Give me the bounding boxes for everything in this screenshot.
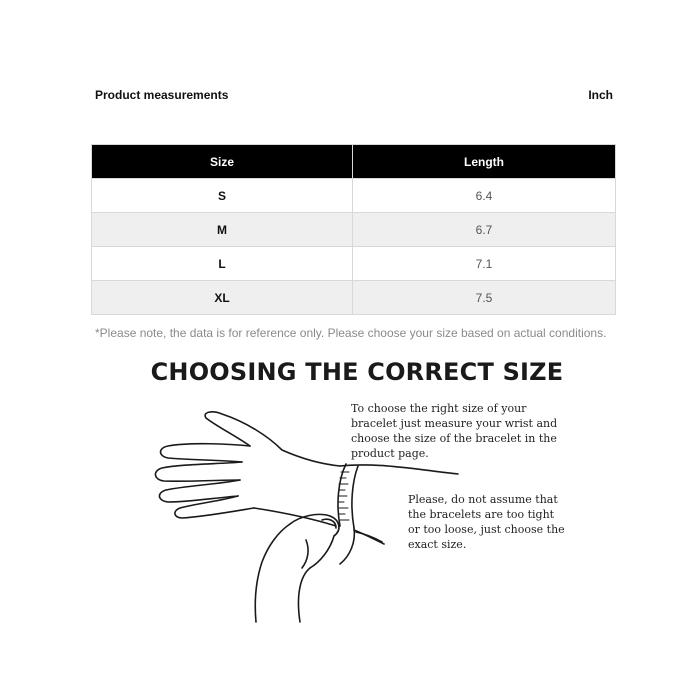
tape-tail: [354, 530, 384, 544]
column-header-size: Size: [92, 145, 353, 179]
table-header-row: [92, 145, 616, 179]
guide-instruction-text: To choose the right size of your bracelet just measure your wrist and choose the size of the bracelet in the product page.: [351, 402, 558, 460]
size-cell: XL: [92, 281, 353, 315]
length-cell: 6.4: [353, 179, 616, 213]
size-cell: M: [92, 213, 353, 247]
measuring-arm-right: [298, 568, 310, 622]
tape-right-edge: [352, 466, 358, 528]
wrist-measuring-illustration: [150, 400, 470, 630]
size-cell: S: [92, 179, 353, 213]
unit-label: Inch: [588, 88, 613, 102]
header-row: [95, 88, 613, 104]
table-row: [92, 281, 616, 315]
hand-thumb-outline: [205, 412, 340, 466]
length-cell: 7.1: [353, 247, 616, 281]
reference-note: *Please note, the data is for reference only. Please choose your size based on actual conditions.: [95, 326, 607, 340]
length-cell: 6.7: [353, 213, 616, 247]
guide-title: CHOOSING THE CORRECT SIZE: [150, 358, 564, 386]
knuckle-line: [302, 540, 308, 568]
table-row: [92, 179, 616, 213]
table-row: [92, 247, 616, 281]
size-cell: L: [92, 247, 353, 281]
tape-left-edge: [338, 464, 346, 526]
column-header-length: Length: [353, 145, 616, 179]
finger-index: [161, 444, 251, 462]
tape-ticks: [338, 472, 349, 520]
finger-behind-tape: [340, 528, 354, 564]
guide-advice-text: Please, do not assume that the bracelets are too tight or too loose, just choose the exact size.: [408, 493, 565, 551]
palm-edge: [254, 508, 336, 526]
pinching-finger: [310, 536, 334, 568]
page-title: Product measurements: [95, 88, 229, 102]
finger-middle: [155, 462, 242, 481]
table-row: [92, 213, 616, 247]
finger-little: [175, 496, 254, 518]
measuring-arm-left: [255, 524, 290, 622]
size-table: [91, 144, 616, 315]
length-cell: 7.5: [353, 281, 616, 315]
